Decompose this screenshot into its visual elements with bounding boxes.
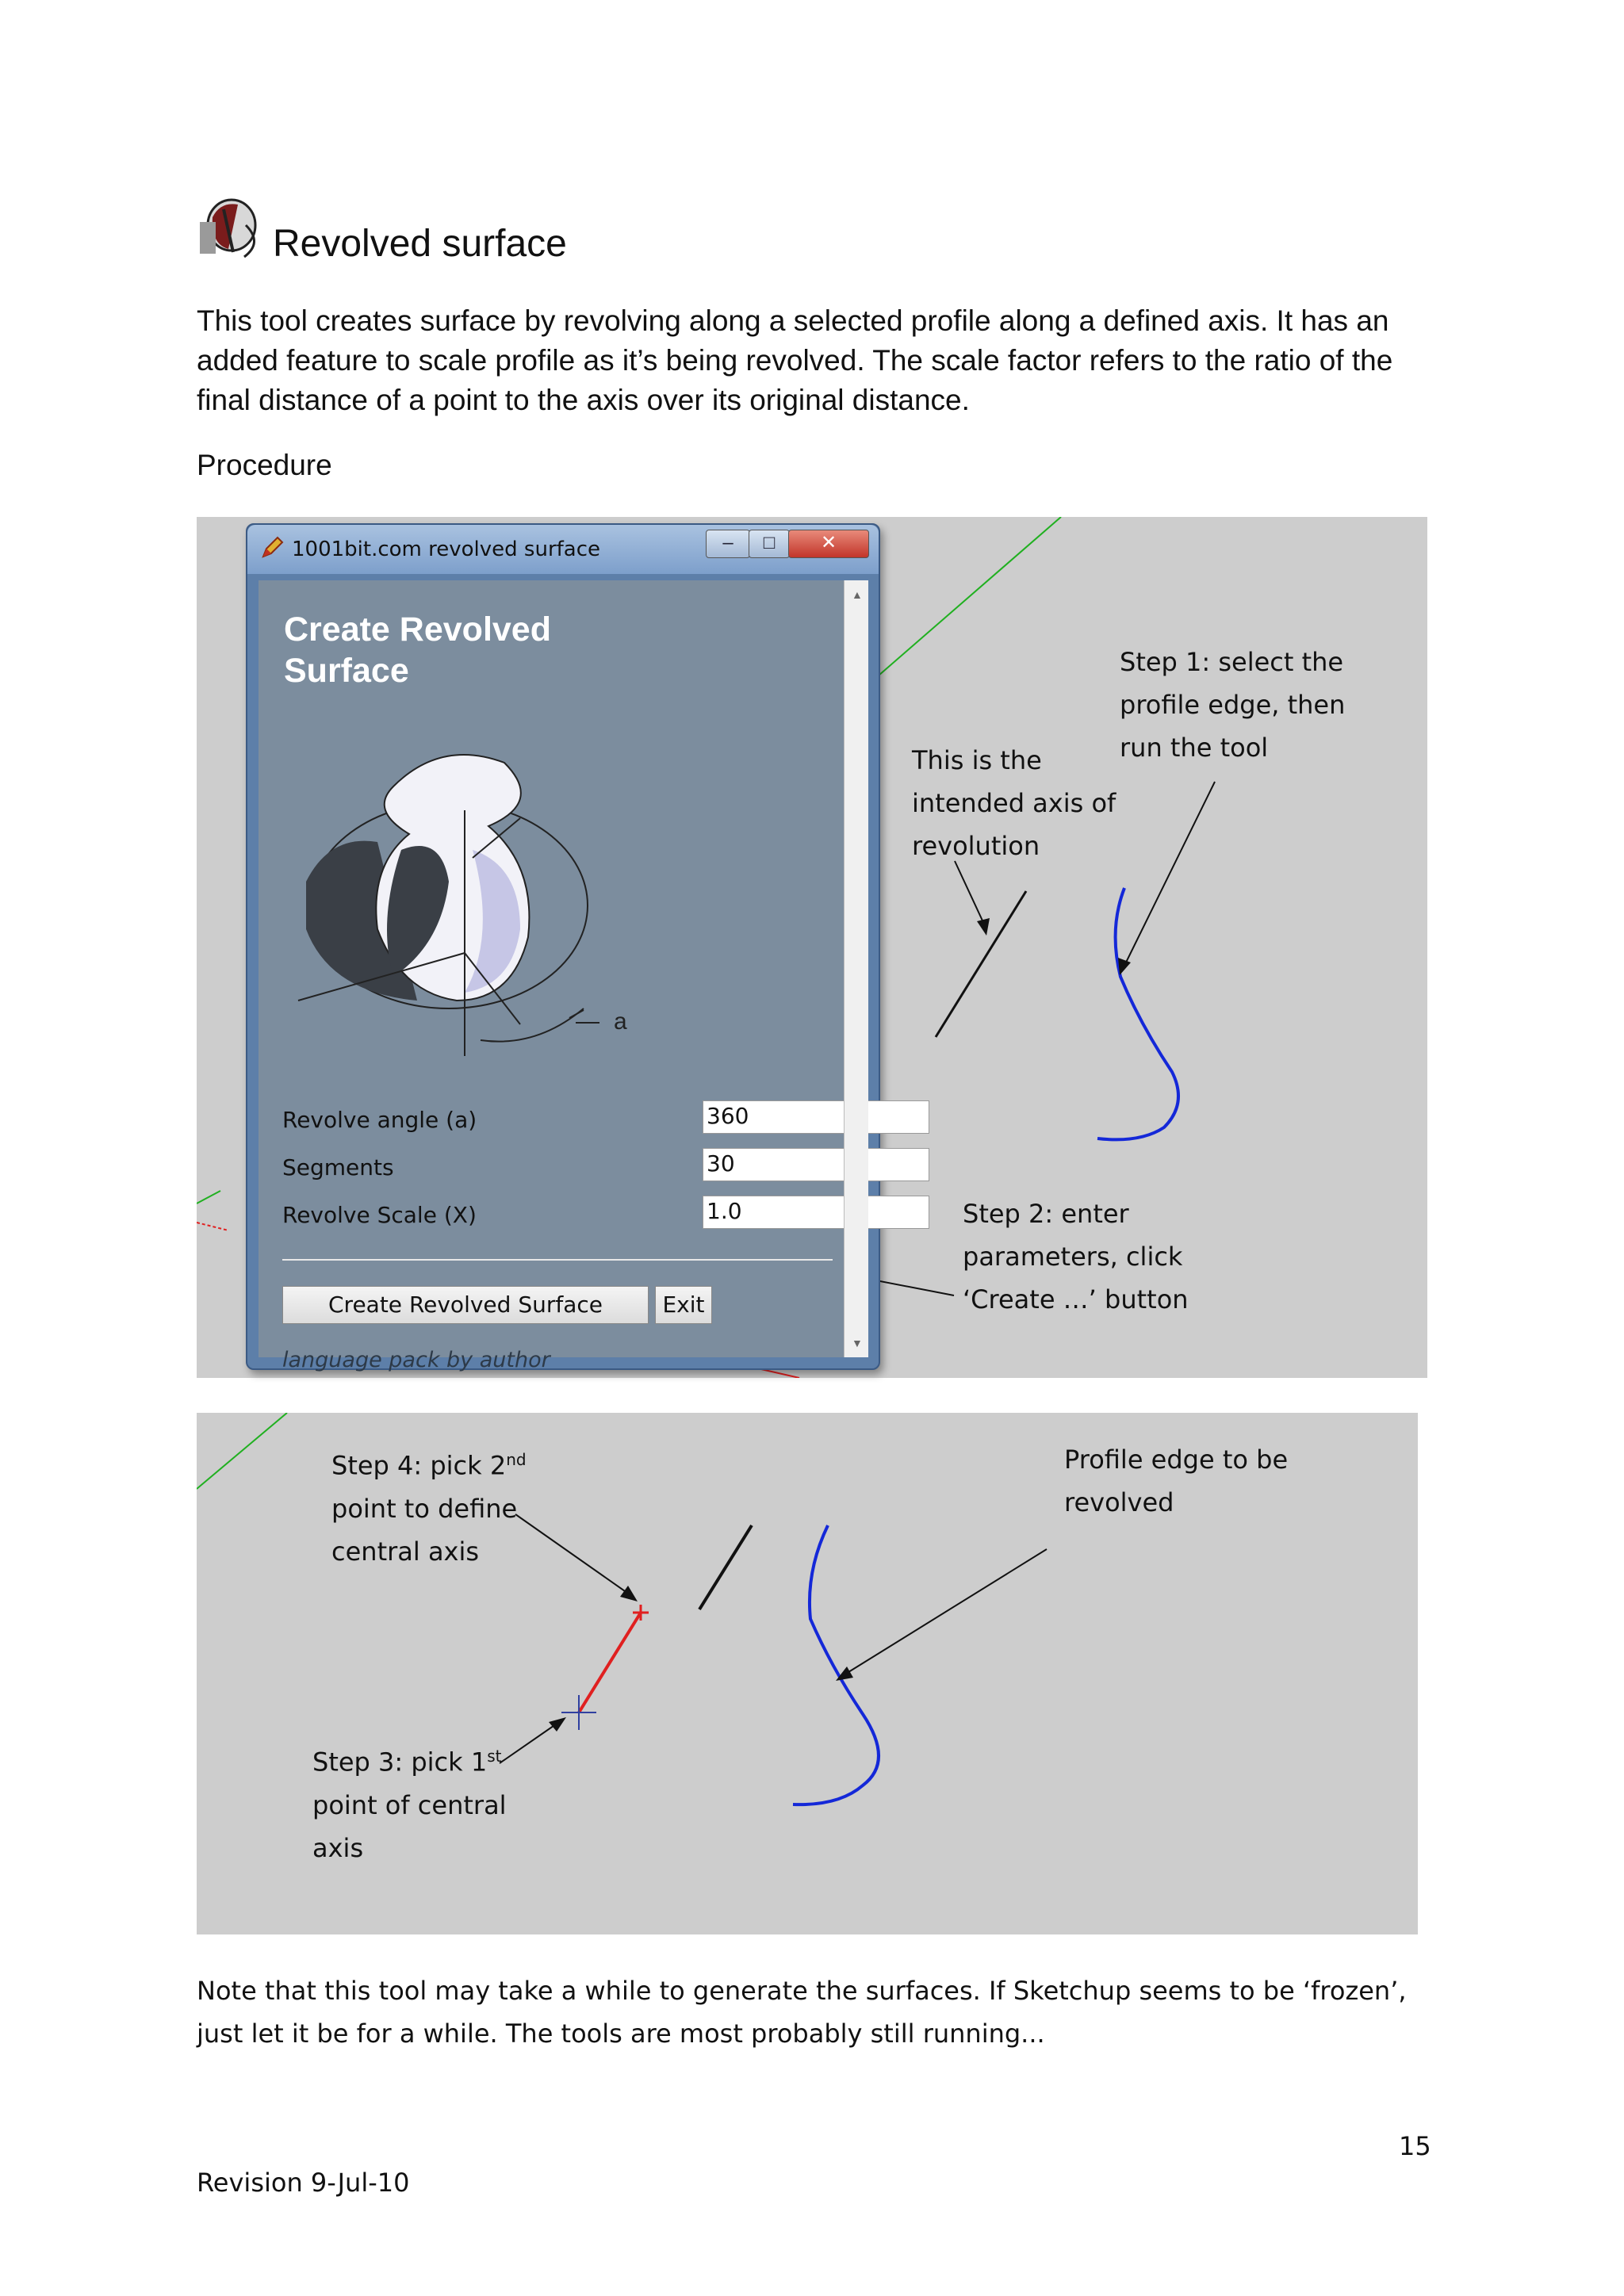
- arrow-head: [977, 918, 990, 936]
- revolve-scale-label: Revolve Scale (X): [282, 1202, 477, 1228]
- pencil-icon: [260, 536, 284, 560]
- revolve-angle-input[interactable]: 360: [703, 1100, 929, 1134]
- minimize-icon: –: [722, 532, 733, 553]
- callout-step3: Step 3: pick 1st point of central axis: [312, 1747, 507, 1863]
- scroll-down-icon[interactable]: ▼: [852, 1337, 863, 1349]
- create-revolved-surface-button[interactable]: Create Revolved Surface: [282, 1286, 649, 1324]
- procedure-heading: Procedure: [197, 449, 332, 481]
- callout-step4: Step 4: pick 2nd point to define central axis: [331, 1450, 527, 1567]
- revolved-surface-dialog: [246, 523, 880, 1370]
- profile-curve: [793, 1525, 879, 1804]
- axis-line-red: [579, 1613, 641, 1712]
- callout-step1: Step 1: select the profile edge, then run the tool: [1120, 647, 1346, 763]
- maximize-button[interactable]: [749, 530, 790, 558]
- screenshot-bottom-panel: [197, 1413, 1418, 1934]
- revolve-angle-label: Revolve angle (a): [282, 1107, 477, 1133]
- intended-axis-line: [936, 891, 1026, 1037]
- segments-input[interactable]: 30: [703, 1148, 929, 1181]
- callout-step2: Step 2: enter parameters, click ‘Create …’ button: [963, 1199, 1189, 1314]
- close-button[interactable]: [788, 530, 869, 558]
- revolve-scale-input[interactable]: 1.0: [703, 1196, 929, 1229]
- page-title: Revolved surface: [273, 223, 567, 265]
- axis-line-black: [699, 1525, 752, 1609]
- dialog-scrollbar[interactable]: [844, 580, 868, 1357]
- revision-footer: Revision 9-Jul-10: [197, 2168, 410, 2198]
- maximize-icon: □: [763, 532, 776, 553]
- arrow-head: [549, 1717, 566, 1732]
- language-pack-note: language pack by author: [282, 1348, 550, 1372]
- scroll-up-icon[interactable]: ▲: [852, 588, 863, 601]
- revolve-diagram-illustration: [282, 739, 631, 1072]
- green-axis-line: [879, 517, 1061, 675]
- dialog-title: 1001bit.com revolved surface: [292, 538, 601, 561]
- close-icon: ✕: [820, 532, 837, 553]
- dialog-separator: [282, 1259, 833, 1261]
- arrow-head: [1118, 958, 1131, 975]
- dialog-body: [259, 580, 844, 1372]
- profile-curve: [1097, 888, 1178, 1139]
- minimize-button[interactable]: [706, 530, 750, 558]
- note-paragraph: Note that this tool may take a while to generate the surfaces. If Sketchup seems to be ‘frozen’, just let it be for a while. The tools are most probably still running...: [197, 1976, 1407, 2049]
- callout-axis-of-revolution: This is the intended axis of revolution: [912, 745, 1116, 861]
- arrow-head: [620, 1586, 638, 1601]
- revolve-tool-icon: [197, 193, 265, 262]
- dialog-titlebar[interactable]: [247, 525, 879, 574]
- dialog-heading: Create Revolved Surface: [284, 610, 551, 690]
- page-number: 15: [1399, 2131, 1431, 2161]
- segments-label: Segments: [282, 1154, 394, 1181]
- diagram-angle-label: a: [614, 1008, 627, 1035]
- exit-button[interactable]: Exit: [655, 1286, 712, 1324]
- intro-paragraph: This tool creates surface by revolving along a selected profile along a defined axis. It has an added feature to scale profile as it’s being revolved. The scale factor refers to the ratio of the final distance of a point to the axis over its original distance.: [197, 304, 1393, 416]
- callout-profile-edge: Profile edge to be revolved: [1064, 1445, 1289, 1517]
